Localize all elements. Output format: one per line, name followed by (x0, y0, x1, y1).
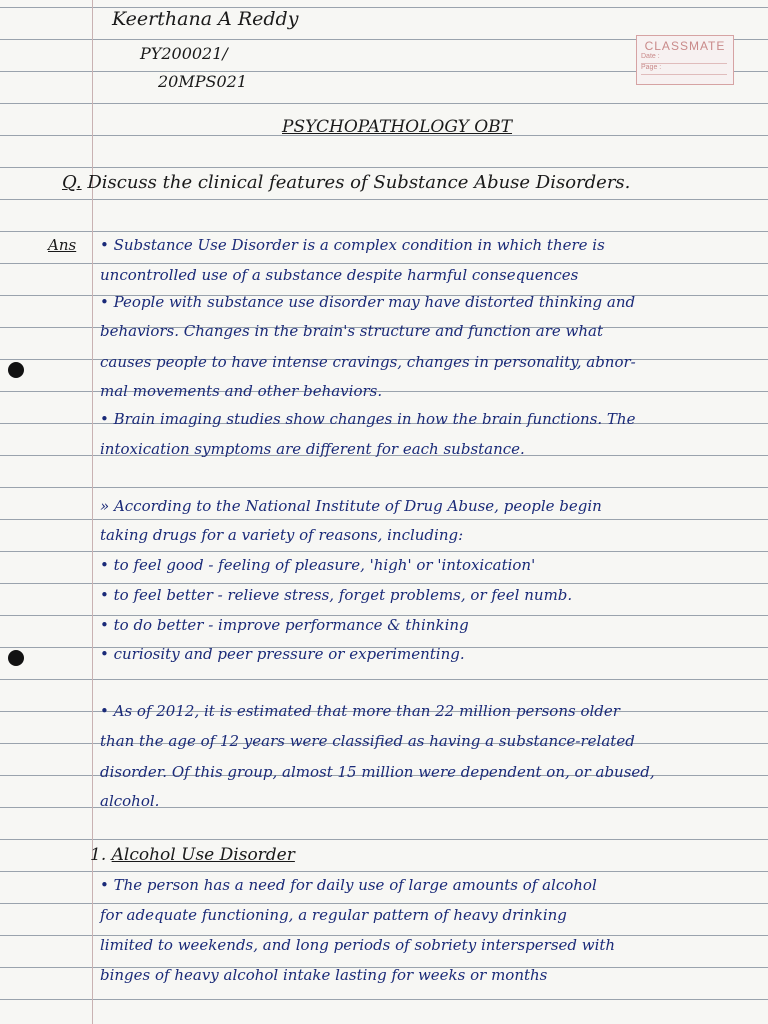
punch-hole (8, 650, 24, 666)
section-line: • The person has a need for daily use of large amounts of alcohol (100, 876, 597, 894)
answer-line: disorder. Of this group, almost 15 million were dependent on, or abused, (100, 763, 655, 781)
punch-hole (8, 362, 24, 378)
course-code: 20MPS021 (158, 72, 248, 91)
stamp-date: Date : (641, 53, 727, 64)
section-line: for adequate functioning, a regular pattern of heavy drinking (100, 906, 567, 924)
margin-line (92, 0, 93, 1024)
answer-line: causes people to have intense cravings, changes in personality, abnor- (100, 353, 636, 371)
answer-line: intoxication symptoms are different for each substance. (100, 440, 525, 458)
answer-line: alcohol. (100, 792, 160, 810)
answer-label: Ans (48, 236, 77, 254)
question-label: Q. (62, 172, 82, 193)
student-id: PY200021/ (140, 44, 228, 63)
answer-line: » According to the National Institute of Drug Abuse, people begin (100, 497, 602, 515)
answer-line: uncontrolled use of a substance despite harmful consequences (100, 266, 579, 284)
section-heading (90, 845, 295, 865)
answer-line: • curiosity and peer pressure or experimenting. (100, 645, 465, 663)
answer-line: mal movements and other behaviors. (100, 382, 383, 400)
answer-line: behaviors. Changes in the brain's structure and function are what (100, 322, 604, 340)
answer-line: • to feel good - feeling of pleasure, 'high' or 'intoxication' (100, 556, 536, 574)
answer-line: • to do better - improve performance & thinking (100, 616, 469, 634)
answer-line: than the age of 12 years were classified as having a substance-related (100, 732, 635, 750)
author-name: Keerthana A Reddy (112, 8, 299, 30)
answer-line: taking drugs for a variety of reasons, including: (100, 526, 464, 544)
question-text: Discuss the clinical features of Substance Abuse Disorders. (87, 172, 631, 193)
page-title: PSYCHOPATHOLOGY OBT (282, 117, 513, 137)
answer-line: • As of 2012, it is estimated that more than 22 million persons older (100, 702, 620, 720)
answer-line: • Substance Use Disorder is a complex condition in which there is (100, 236, 605, 254)
section-line: limited to weekends, and long periods of sobriety interspersed with (100, 936, 616, 954)
notebook-stamp (636, 35, 734, 85)
section-number: 1. (90, 845, 107, 865)
answer-line: • People with substance use disorder may have distorted thinking and (100, 293, 636, 311)
section-title: Alcohol Use Disorder (111, 845, 295, 865)
stamp-page: Page : (641, 64, 727, 75)
question (62, 172, 630, 193)
section-line: binges of heavy alcohol intake lasting for weeks or months (100, 966, 548, 984)
stamp-brand: CLASSMATE (644, 39, 726, 53)
answer-line: • to feel better - relieve stress, forget problems, or feel numb. (100, 586, 573, 604)
answer-line: • Brain imaging studies show changes in how the brain functions. The (100, 410, 636, 428)
